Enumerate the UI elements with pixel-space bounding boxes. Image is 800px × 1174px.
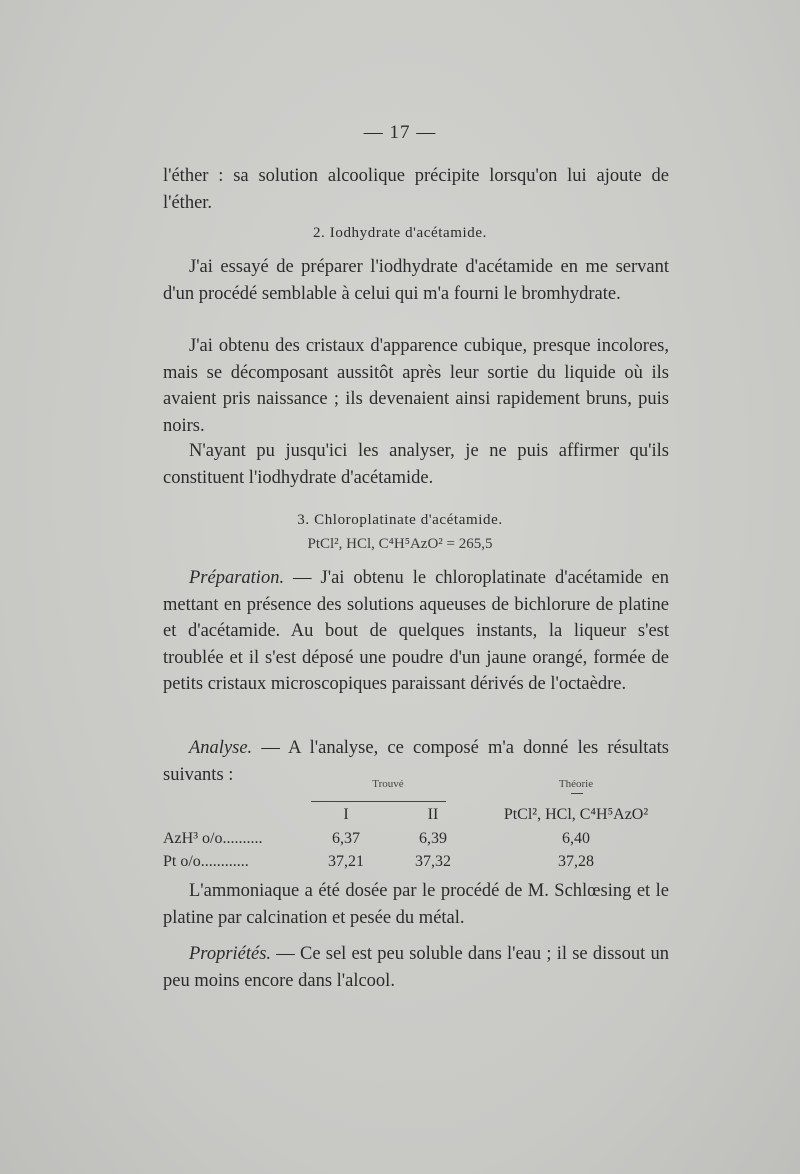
paragraph-proprietes (163, 941, 669, 994)
table-row (163, 853, 669, 875)
row-value-1: 37,21 (328, 853, 364, 870)
proprietes-text: — Ce sel est peu soluble dans l'eau ; il se dissout un peu moins encore dans l'alcool. (163, 944, 669, 991)
paragraph-preparation (163, 565, 669, 698)
row-label: Pt o/o............ (163, 853, 249, 870)
theory-underline (571, 793, 583, 794)
section-heading-iodhydrate: 2. Iodhydrate d'acétamide. (312, 225, 488, 241)
preparation-label: Préparation. (189, 568, 285, 588)
preparation-text: — J'ai obtenu le chloroplatinate d'acétamide en mettant en présence des solutions aqueuses de bichlorure de platine et d'acétamide. Au bout de quelques instants, la liqueur s'est troublée et il s'est déposé une poudre d'un jaune orangé, formée de petits cristaux microscopiques paraissant dérivés de l'octaèdre. (163, 568, 669, 694)
page-number: — 17 — (363, 122, 437, 143)
paragraph-dosage: L'ammoniaque a été dosée par le procédé de M. Schlœsing et le platine par calcination et pesée du métal. (163, 881, 669, 928)
row-value-theory: 6,40 (562, 830, 590, 847)
row-label: AzH³ o/o.......... (163, 830, 263, 847)
table-column-headers (163, 806, 669, 828)
col-header-3: PtCl², HCl, C⁴H⁵AzO² (503, 806, 649, 823)
table-row (163, 830, 669, 852)
analyse-text: — A l'analyse, ce composé m'a donné les résultats suivants : (163, 738, 669, 785)
found-header: Trouvé (372, 778, 404, 790)
row-value-2: 6,39 (419, 830, 447, 847)
row-value-1: 6,37 (332, 830, 360, 847)
analyse-label: Analyse. (189, 738, 253, 758)
theory-header: Théorie (558, 778, 594, 790)
chloroplatinate-formula: PtCl², HCl, C⁴H⁵AzO² = 265,5 (307, 536, 493, 552)
paragraph-cristaux: J'ai obtenu des cristaux d'apparence cubique, presque incolores, mais se décomposant aussitôt après leur sortie du liquide où ils avaient pris naissance ; ils devenaient ainsi rapidement bruns, puis noirs. (163, 336, 669, 436)
paragraph-ether: l'éther : sa solution alcoolique précipite lorsqu'on lui ajoute de l'éther. (163, 166, 669, 213)
row-value-theory: 37,28 (558, 853, 594, 870)
row-value-2: 37,32 (415, 853, 451, 870)
paragraph-not-analysed: N'ayant pu jusqu'ici les analyser, je ne puis affirmer qu'ils constituent l'iodhydrate d'acétamide. (163, 441, 669, 488)
paragraph-iodhydrate-attempt: J'ai essayé de préparer l'iodhydrate d'acétamide en me servant d'un procédé semblable à celui qui m'a fourni le bromhydrate. (163, 257, 669, 304)
col-header-1: I (343, 806, 349, 823)
found-brace (311, 793, 446, 802)
col-header-2: II (427, 806, 439, 823)
section-heading-chloroplatinate: 3. Chloroplatinate d'acétamide. (297, 512, 503, 528)
table-group-headers (163, 778, 669, 800)
proprietes-label: Propriétés. (189, 944, 272, 964)
